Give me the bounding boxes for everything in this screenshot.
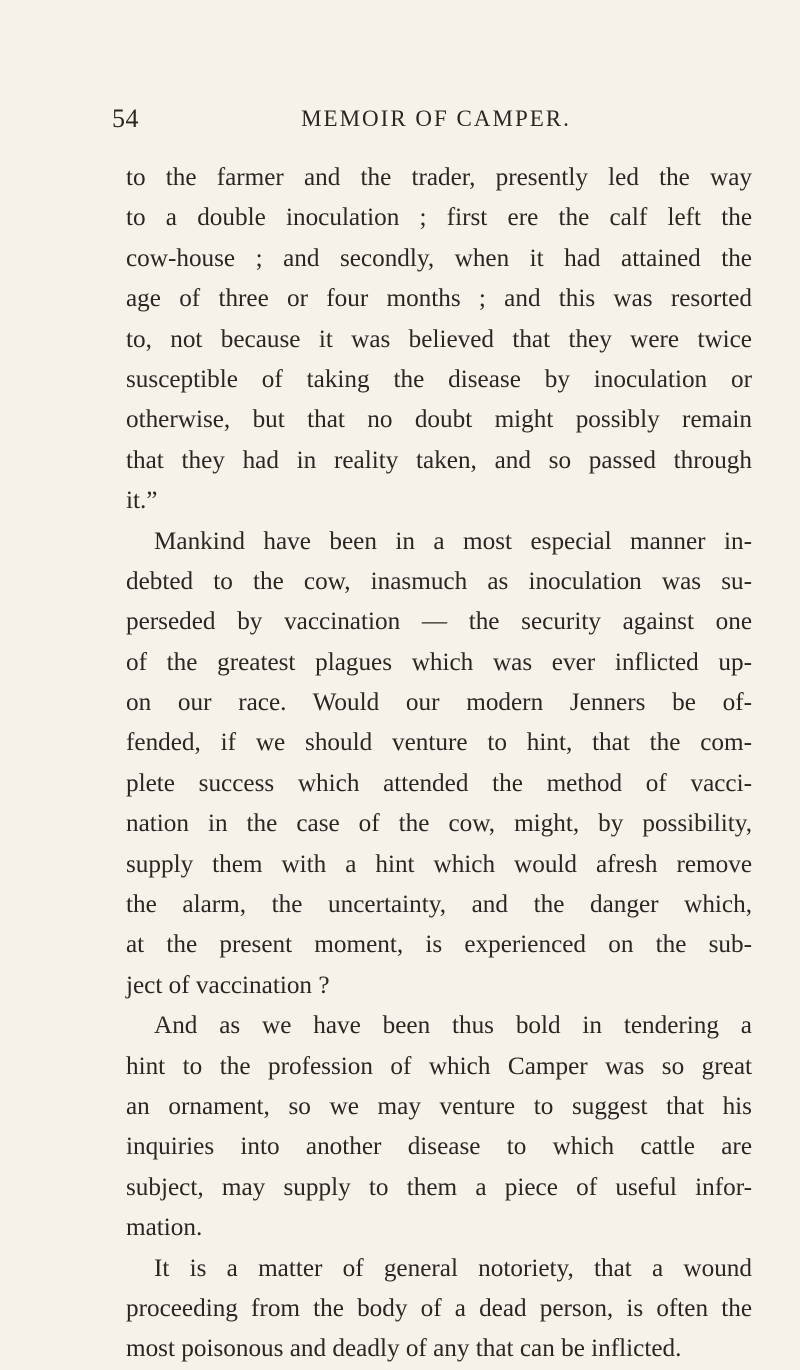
text-line: an ornament, so we may venture to suggest that his: [126, 1092, 752, 1120]
text-line: at the present moment, is experienced on the sub-: [126, 931, 752, 959]
text-line: debted to the cow, inasmuch as inoculation was su-: [126, 567, 752, 595]
text-line: fended, if we should venture to hint, that the com-: [126, 729, 752, 757]
text-line: subject, may supply to them a piece of useful infor-: [126, 1173, 752, 1201]
text-line: nation in the case of the cow, might, by possibility,: [126, 810, 752, 838]
page-header: [112, 104, 760, 144]
running-title: MEMOIR OF CAMPER.: [301, 106, 571, 131]
page-number: 54: [112, 104, 139, 133]
text-line: it.”: [126, 487, 158, 515]
text-line: perseded by vaccination — the security against one: [126, 608, 752, 636]
text-line: inquiries into another disease to which cattle are: [126, 1133, 752, 1161]
text-line: to a double inoculation ; first ere the calf left the: [126, 204, 752, 232]
text-line: to the farmer and the trader, presently led the way: [126, 164, 752, 191]
text-line: to, not because it was believed that they were twice: [126, 325, 752, 353]
paragraph: [126, 158, 752, 522]
text-line: hint to the profession of which Camper was so great: [126, 1052, 752, 1080]
text-line: plete success which attended the method of vacci-: [126, 769, 752, 797]
text-line: mation.: [126, 1214, 203, 1242]
text-line: that they had in reality taken, and so passed through: [126, 446, 752, 474]
body-text: [126, 158, 752, 1370]
paragraph: [126, 522, 752, 1007]
text-line: age of three or four months ; and this was resorted: [126, 285, 752, 313]
paragraph: [126, 1006, 752, 1248]
text-line: ject of vaccination ?: [126, 971, 330, 999]
text-line: It is a matter of general notoriety, that a wound: [154, 1254, 752, 1282]
paragraph: [126, 1249, 752, 1370]
text-line: Mankind have been in a most especial manner in-: [154, 527, 752, 555]
text-line: cow-house ; and secondly, when it had attained the: [126, 244, 752, 272]
text-line: of the greatest plagues which was ever inflicted up-: [126, 648, 752, 676]
text-line: otherwise, but that no doubt might possibly remain: [126, 406, 752, 434]
text-line: susceptible of taking the disease by inoculation or: [126, 365, 752, 393]
text-line: And as we have been thus bold in tendering a: [154, 1012, 752, 1040]
text-line: on our race. Would our modern Jenners be of-: [126, 689, 752, 717]
text-line: supply them with a hint which would afresh remove: [126, 850, 752, 878]
text-line: the alarm, the uncertainty, and the danger which,: [126, 891, 752, 919]
text-line: proceeding from the body of a dead person, is often the: [126, 1294, 752, 1322]
text-line: most poisonous and deadly of any that can be inflicted.: [126, 1335, 682, 1363]
